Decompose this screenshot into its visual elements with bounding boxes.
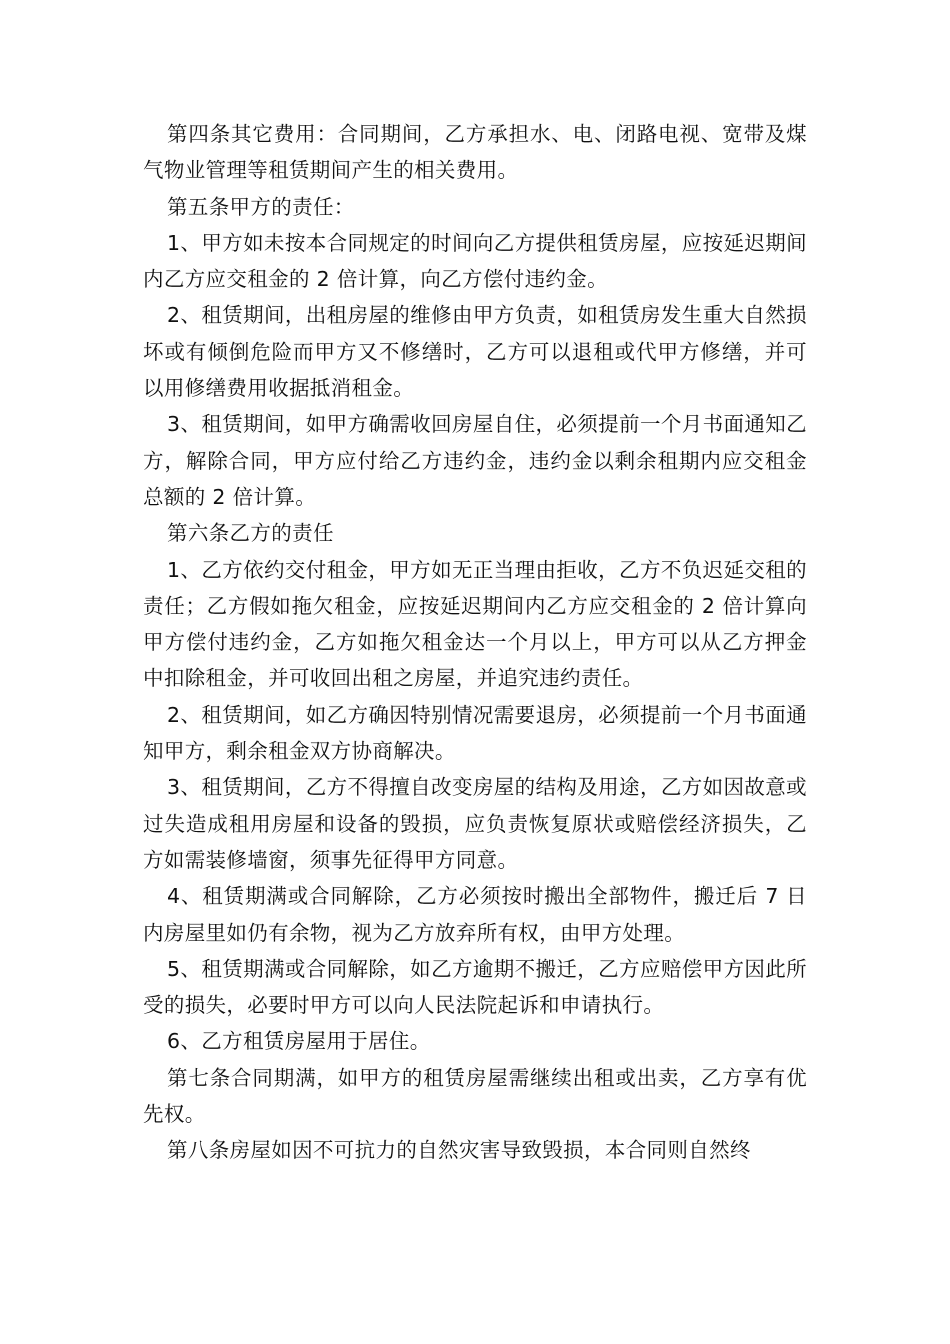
- paragraph-article-7: 第七条合同期满，如甲方的租赁房屋需继续出租或出卖，乙方享有优先权。: [143, 1065, 807, 1127]
- paragraph-article-4: 第四条其它费用：合同期间，乙方承担水、电、闭路电视、宽带及煤气物业管理等租赁期间产生的相关费用。: [143, 122, 807, 183]
- paragraph-article-5-item-2: 2、租赁期间，出租房屋的维修由甲方负责，如租赁房发生重大自然损坏或有倾倒危险而甲方又不修缮时，乙方可以退租或代甲方修缮，并可以用修缮费用收据抵消租金。: [143, 303, 807, 401]
- paragraph-article-5-heading: 第五条甲方的责任：: [167, 194, 355, 219]
- paragraph-article-5-item-1: 1、甲方如未按本合同规定的时间向乙方提供租赁房屋，应按延迟期间内乙方应交租金的 2 倍计算，向乙方偿付违约金。: [143, 230, 807, 292]
- paragraph-article-8: 第八条房屋如因不可抗力的自然灾害导致毁损，本合同则自然终: [167, 1138, 751, 1163]
- paragraph-article-5-item-3: 3、租赁期间，如甲方确需收回房屋自住，必须提前一个月书面通知乙方，解除合同，甲方应付给乙方违约金，违约金以剩余租期内应交租金总额的 2 倍计算。: [143, 412, 807, 509]
- paragraph-article-6-item-3: 3、租赁期间，乙方不得擅自改变房屋的结构及用途，乙方如因故意或过失造成租用房屋和设备的毁损，应负责恢复原状或赔偿经济损失，乙方如需装修墙窗，须事先征得甲方同意。: [143, 775, 807, 872]
- paragraph-article-6-heading: 第六条乙方的责任: [167, 521, 334, 546]
- document-body: [143, 116, 807, 1169]
- paragraph-article-6-item-5: 5、租赁期满或合同解除，如乙方逾期不搬迁，乙方应赔偿甲方因此所受的损失，必要时甲方可以向人民法院起诉和申请执行。: [143, 956, 807, 1018]
- paragraph-article-6-item-2: 2、租赁期间，如乙方确因特别情况需要退房，必须提前一个月书面通知甲方，剩余租金双方协商解决。: [143, 702, 807, 764]
- paragraph-article-6-item-6: 6、乙方租赁房屋用于居住。: [167, 1029, 431, 1054]
- paragraph-article-6-item-1: 1、乙方依约交付租金，甲方如无正当理由拒收，乙方不负迟延交租的责任；乙方假如拖欠租金，应按延迟期间内乙方应交租金的 2 倍计算向甲方偿付违约金，乙方如拖欠租金达一个月以上，甲方可以从乙方押金中扣除租金，并可收回出租之房屋，并追究违约责任。: [143, 557, 807, 691]
- paragraph-article-6-item-4: 4、租赁期满或合同解除，乙方必须按时搬出全部物件，搬迁后 7 日内房屋里如仍有余物，视为乙方放弃所有权，由甲方处理。: [143, 884, 807, 945]
